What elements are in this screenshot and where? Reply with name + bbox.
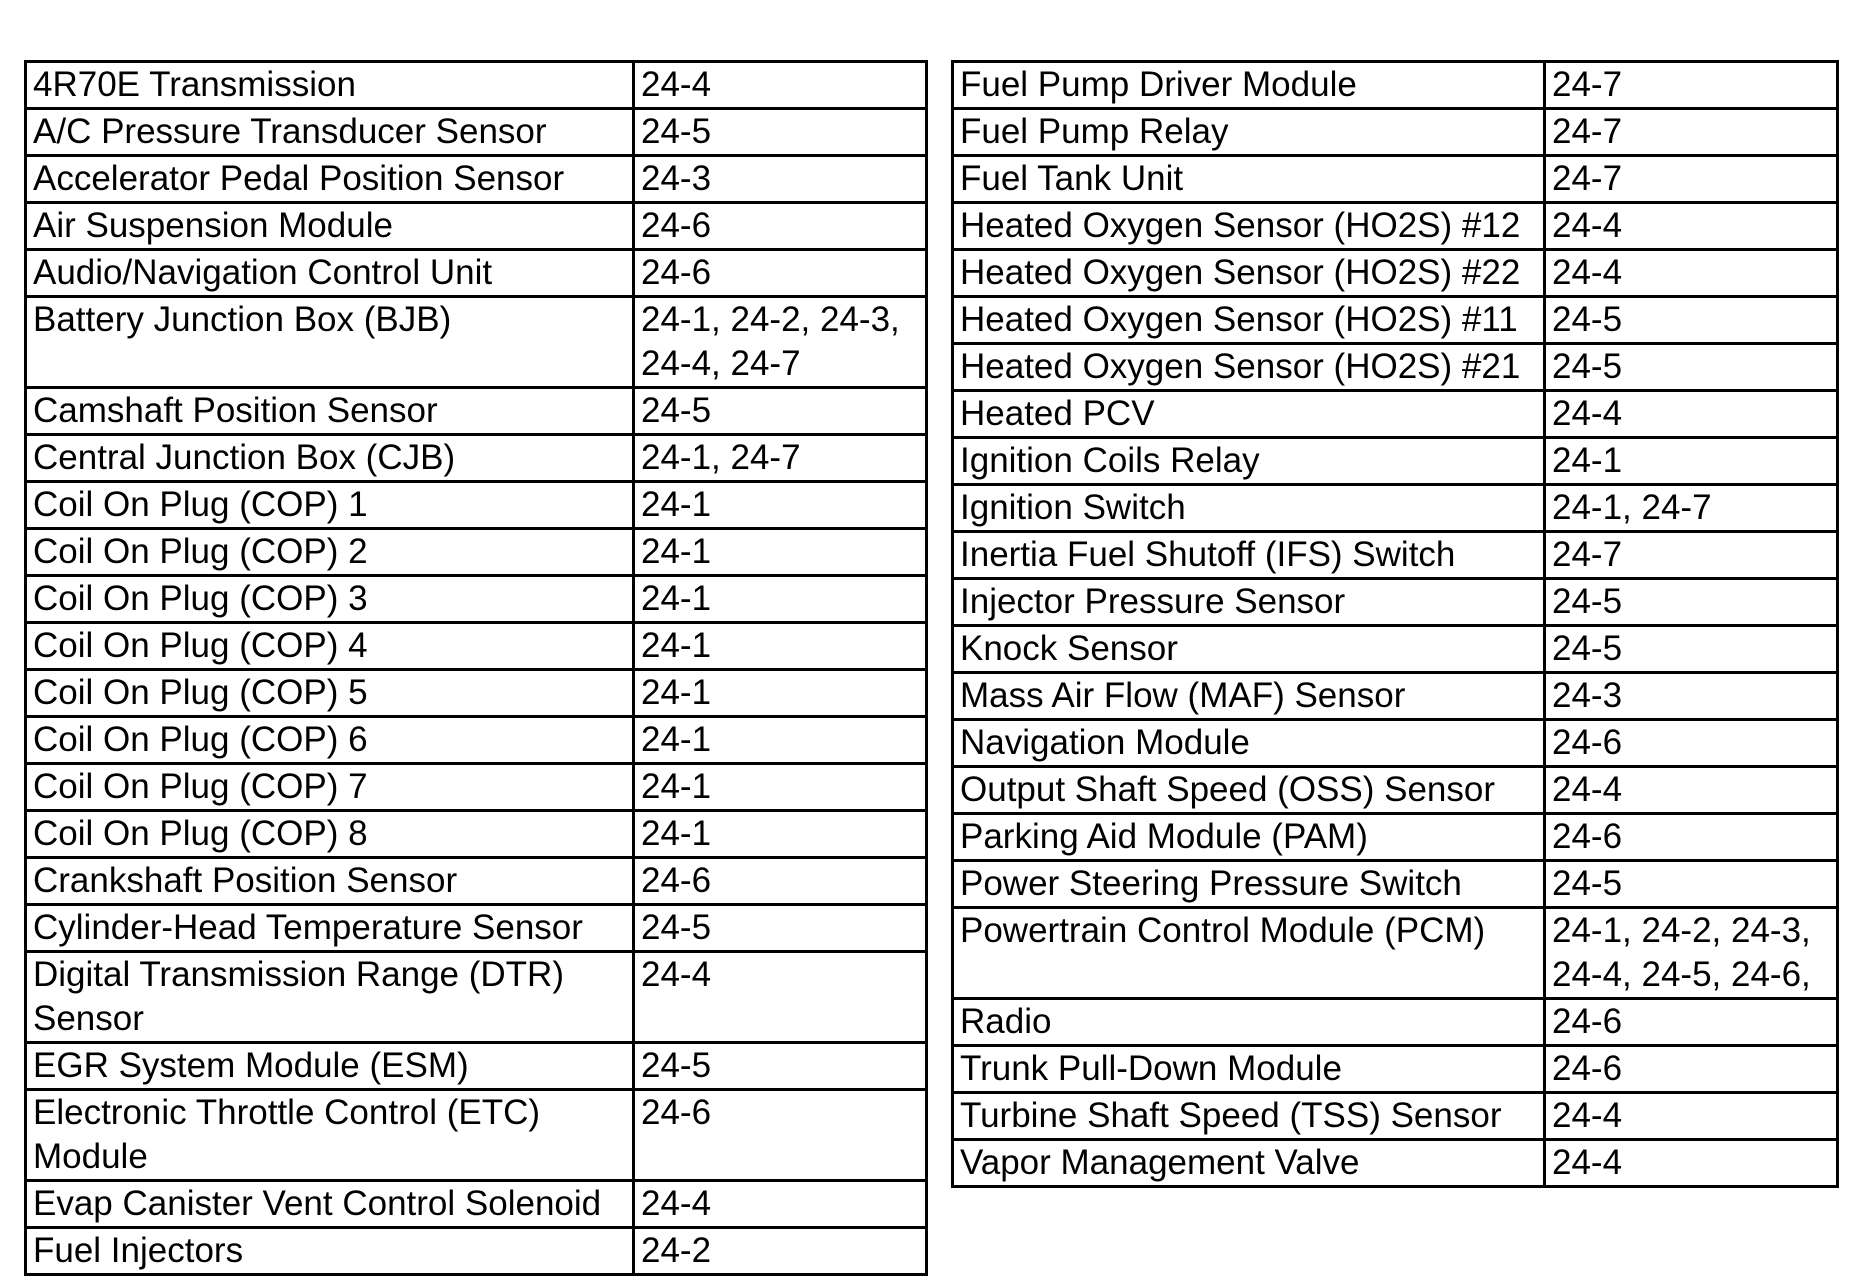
component-name-cell: Audio/Navigation Control Unit xyxy=(26,250,634,297)
page-reference-cell: 24-1, 24-2, 24-3, 24-4, 24-7 xyxy=(634,297,927,388)
table-row xyxy=(26,388,927,435)
table-row xyxy=(26,62,927,109)
table-row xyxy=(26,109,927,156)
page-reference-cell: 24-3 xyxy=(1545,673,1838,720)
component-name-cell: Cylinder-Head Temperature Sensor xyxy=(26,905,634,952)
page-reference-cell: 24-1 xyxy=(634,576,927,623)
component-name-cell: Central Junction Box (CJB) xyxy=(26,435,634,482)
page-reference-cell: 24-5 xyxy=(1545,344,1838,391)
component-name-cell: Turbine Shaft Speed (TSS) Sensor xyxy=(953,1093,1545,1140)
table-row xyxy=(26,764,927,811)
page-reference-cell: 24-5 xyxy=(634,109,927,156)
table-row xyxy=(26,717,927,764)
page-reference-cell: 24-5 xyxy=(634,388,927,435)
table-row xyxy=(953,1093,1838,1140)
right-table-body xyxy=(953,62,1838,1187)
page-reference-cell: 24-4 xyxy=(1545,1140,1838,1187)
table-row xyxy=(953,344,1838,391)
page-reference-cell: 24-5 xyxy=(1545,861,1838,908)
table-row xyxy=(26,858,927,905)
page-reference-cell: 24-1 xyxy=(634,670,927,717)
page-reference-cell: 24-1, 24-7 xyxy=(1545,485,1838,532)
page-reference-cell: 24-1, 24-7 xyxy=(634,435,927,482)
page-reference-cell: 24-7 xyxy=(1545,156,1838,203)
table-row xyxy=(26,576,927,623)
component-name-cell: A/C Pressure Transducer Sensor xyxy=(26,109,634,156)
table-row xyxy=(953,62,1838,109)
component-name-cell: Heated Oxygen Sensor (HO2S) #21 xyxy=(953,344,1545,391)
component-location-table-left xyxy=(24,60,928,1276)
page-reference-cell: 24-5 xyxy=(634,905,927,952)
table-row xyxy=(26,1228,927,1275)
component-name-cell: Parking Aid Module (PAM) xyxy=(953,814,1545,861)
component-name-cell: Fuel Tank Unit xyxy=(953,156,1545,203)
table-row xyxy=(953,908,1838,999)
table-row xyxy=(26,952,927,1043)
page-reference-cell: 24-3 xyxy=(634,156,927,203)
table-row xyxy=(26,905,927,952)
table-row xyxy=(26,670,927,717)
component-name-cell: Accelerator Pedal Position Sensor xyxy=(26,156,634,203)
component-name-cell: 4R70E Transmission xyxy=(26,62,634,109)
table-row xyxy=(953,156,1838,203)
component-name-cell: Heated Oxygen Sensor (HO2S) #22 xyxy=(953,250,1545,297)
table-row xyxy=(26,529,927,576)
table-row xyxy=(26,435,927,482)
component-name-cell: Electronic Throttle Control (ETC) Module xyxy=(26,1090,634,1181)
page-reference-cell: 24-4 xyxy=(634,952,927,1043)
page-reference-cell: 24-6 xyxy=(634,203,927,250)
page-reference-cell: 24-6 xyxy=(1545,720,1838,767)
table-row xyxy=(953,999,1838,1046)
table-row xyxy=(953,250,1838,297)
table-row xyxy=(26,250,927,297)
component-name-cell: Powertrain Control Module (PCM) xyxy=(953,908,1545,999)
table-row xyxy=(953,720,1838,767)
table-row xyxy=(953,1140,1838,1187)
table-row xyxy=(26,811,927,858)
component-name-cell: Output Shaft Speed (OSS) Sensor xyxy=(953,767,1545,814)
component-name-cell: Navigation Module xyxy=(953,720,1545,767)
page-reference-cell: 24-4 xyxy=(1545,203,1838,250)
table-row xyxy=(26,1181,927,1228)
component-name-cell: Coil On Plug (COP) 6 xyxy=(26,717,634,764)
page-reference-cell: 24-6 xyxy=(1545,1046,1838,1093)
table-row xyxy=(953,767,1838,814)
page-reference-cell: 24-4 xyxy=(634,62,927,109)
component-name-cell: Battery Junction Box (BJB) xyxy=(26,297,634,388)
table-row xyxy=(26,1043,927,1090)
component-name-cell: Evap Canister Vent Control Solenoid xyxy=(26,1181,634,1228)
page-reference-cell: 24-6 xyxy=(1545,999,1838,1046)
page-reference-cell: 24-4 xyxy=(1545,767,1838,814)
table-row xyxy=(26,482,927,529)
component-name-cell: Vapor Management Valve xyxy=(953,1140,1545,1187)
page-reference-cell: 24-5 xyxy=(1545,297,1838,344)
component-name-cell: Power Steering Pressure Switch xyxy=(953,861,1545,908)
page-reference-cell: 24-1 xyxy=(634,529,927,576)
component-name-cell: Heated PCV xyxy=(953,391,1545,438)
page-reference-cell: 24-6 xyxy=(1545,814,1838,861)
component-name-cell: Coil On Plug (COP) 3 xyxy=(26,576,634,623)
table-row xyxy=(953,579,1838,626)
page-reference-cell: 24-2 xyxy=(634,1228,927,1275)
component-name-cell: Ignition Coils Relay xyxy=(953,438,1545,485)
page-reference-cell: 24-4 xyxy=(1545,250,1838,297)
component-name-cell: Coil On Plug (COP) 7 xyxy=(26,764,634,811)
component-name-cell: Heated Oxygen Sensor (HO2S) #11 xyxy=(953,297,1545,344)
component-name-cell: Coil On Plug (COP) 1 xyxy=(26,482,634,529)
table-row xyxy=(953,438,1838,485)
page-reference-cell: 24-7 xyxy=(1545,109,1838,156)
page-reference-cell: 24-5 xyxy=(634,1043,927,1090)
component-name-cell: Coil On Plug (COP) 4 xyxy=(26,623,634,670)
component-name-cell: EGR System Module (ESM) xyxy=(26,1043,634,1090)
page-reference-cell: 24-5 xyxy=(1545,579,1838,626)
page-reference-cell: 24-1 xyxy=(1545,438,1838,485)
table-row xyxy=(953,297,1838,344)
page-reference-cell: 24-1 xyxy=(634,811,927,858)
page-reference-cell: 24-7 xyxy=(1545,62,1838,109)
component-name-cell: Coil On Plug (COP) 8 xyxy=(26,811,634,858)
component-name-cell: Trunk Pull-Down Module xyxy=(953,1046,1545,1093)
page-reference-cell: 24-1 xyxy=(634,623,927,670)
page-reference-cell: 24-6 xyxy=(634,858,927,905)
table-row xyxy=(26,203,927,250)
component-name-cell: Radio xyxy=(953,999,1545,1046)
table-row xyxy=(953,626,1838,673)
component-name-cell: Crankshaft Position Sensor xyxy=(26,858,634,905)
page-reference-cell: 24-7 xyxy=(1545,532,1838,579)
component-name-cell: Coil On Plug (COP) 5 xyxy=(26,670,634,717)
page-reference-cell: 24-1 xyxy=(634,717,927,764)
table-row xyxy=(26,297,927,388)
component-name-cell: Mass Air Flow (MAF) Sensor xyxy=(953,673,1545,720)
page-reference-cell: 24-5 xyxy=(1545,626,1838,673)
page-reference-cell: 24-1, 24-2, 24-3, 24-4, 24-5, 24-6, xyxy=(1545,908,1838,999)
component-name-cell: Camshaft Position Sensor xyxy=(26,388,634,435)
component-name-cell: Digital Transmission Range (DTR) Sensor xyxy=(26,952,634,1043)
component-name-cell: Injector Pressure Sensor xyxy=(953,579,1545,626)
component-name-cell: Heated Oxygen Sensor (HO2S) #12 xyxy=(953,203,1545,250)
table-row xyxy=(953,1046,1838,1093)
table-row xyxy=(953,814,1838,861)
table-row xyxy=(953,485,1838,532)
table-row xyxy=(953,109,1838,156)
component-name-cell: Fuel Pump Relay xyxy=(953,109,1545,156)
component-location-table-right xyxy=(951,60,1839,1188)
component-name-cell: Coil On Plug (COP) 2 xyxy=(26,529,634,576)
left-table-body xyxy=(26,62,927,1275)
page-reference-cell: 24-1 xyxy=(634,764,927,811)
page-reference-cell: 24-4 xyxy=(1545,391,1838,438)
component-name-cell: Ignition Switch xyxy=(953,485,1545,532)
component-name-cell: Fuel Injectors xyxy=(26,1228,634,1275)
page-reference-cell: 24-1 xyxy=(634,482,927,529)
table-row xyxy=(26,156,927,203)
page-reference-cell: 24-4 xyxy=(634,1181,927,1228)
table-row xyxy=(953,673,1838,720)
table-row xyxy=(953,391,1838,438)
table-row xyxy=(26,1090,927,1181)
table-row xyxy=(953,861,1838,908)
table-row xyxy=(953,203,1838,250)
component-name-cell: Fuel Pump Driver Module xyxy=(953,62,1545,109)
page-reference-cell: 24-6 xyxy=(634,250,927,297)
component-name-cell: Air Suspension Module xyxy=(26,203,634,250)
table-row xyxy=(953,532,1838,579)
page-reference-cell: 24-6 xyxy=(634,1090,927,1181)
component-name-cell: Knock Sensor xyxy=(953,626,1545,673)
page-reference-cell: 24-4 xyxy=(1545,1093,1838,1140)
component-name-cell: Inertia Fuel Shutoff (IFS) Switch xyxy=(953,532,1545,579)
table-row xyxy=(26,623,927,670)
